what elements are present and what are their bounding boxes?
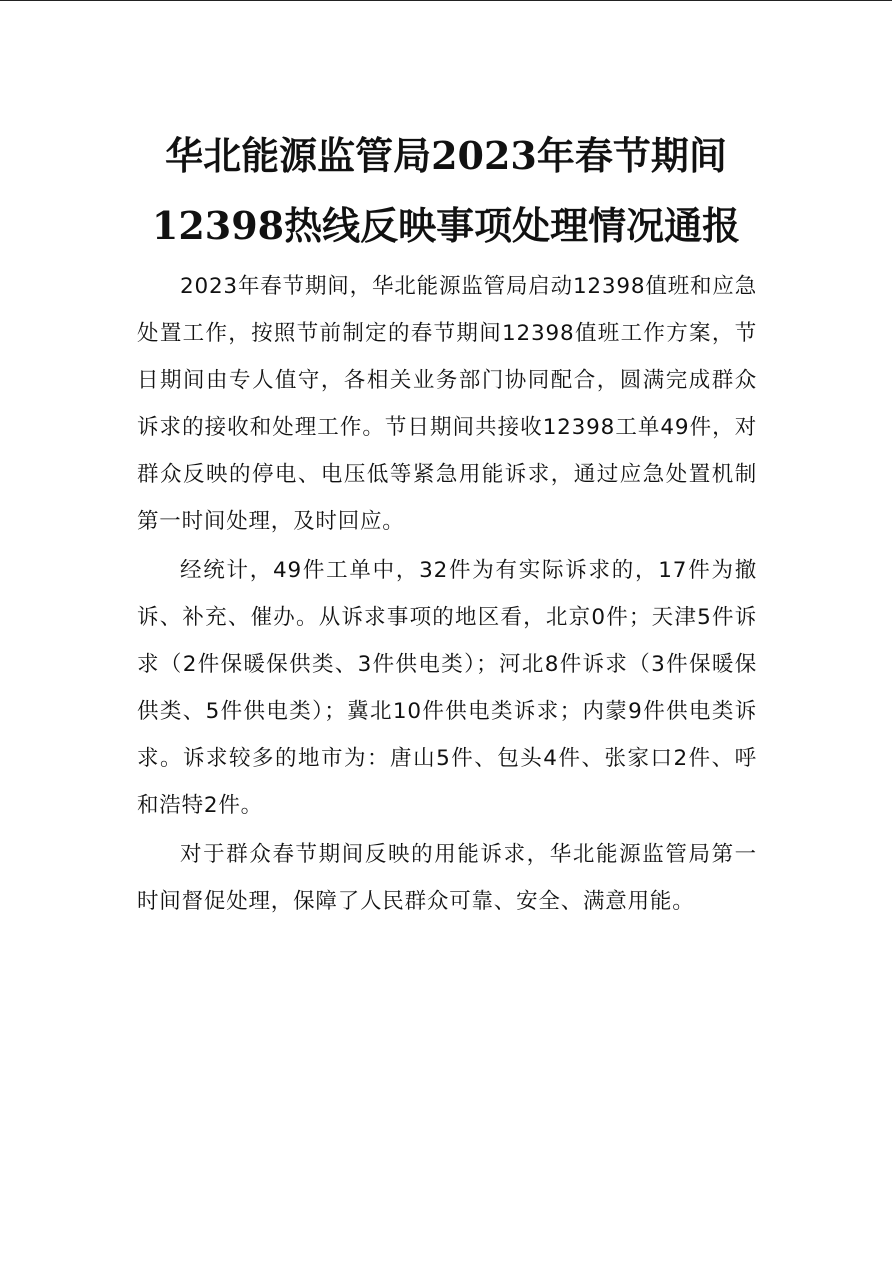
title-line-2: 12398热线反映事项处理情况通报 (151, 203, 741, 248)
document-body (137, 263, 757, 925)
paragraph-2: 经统计，49件工单中，32件为有实际诉求的，17件为撤诉、补充、催办。从诉求事项的地区看，北京0件；天津5件诉求（2件保暖保供类、3件供电类）；河北8件诉求（3件保暖保供类、5件供电类）；冀北10件供电类诉求；内蒙9件供电类诉求。诉求较多的地市为：唐山5件、包头4件、张家口2件、呼和浩特2件。 (137, 558, 757, 818)
title-line-1: 华北能源监管局2023年春节期间 (165, 133, 727, 178)
document-title (60, 121, 832, 261)
paragraph-1: 2023年春节期间，华北能源监管局启动12398值班和应急处置工作，按照节前制定的春节期间12398值班工作方案，节日期间由专人值守，各相关业务部门协同配合，圆满完成群众诉求的接收和处理工作。节日期间共接收12398工单49件，对群众反映的停电、电压低等紧急用能诉求，通过应急处置机制第一时间处理，及时回应。 (137, 274, 757, 534)
paragraph-3: 对于群众春节期间反映的用能诉求，华北能源监管局第一时间督促处理，保障了人民群众可靠、安全、满意用能。 (137, 842, 757, 914)
